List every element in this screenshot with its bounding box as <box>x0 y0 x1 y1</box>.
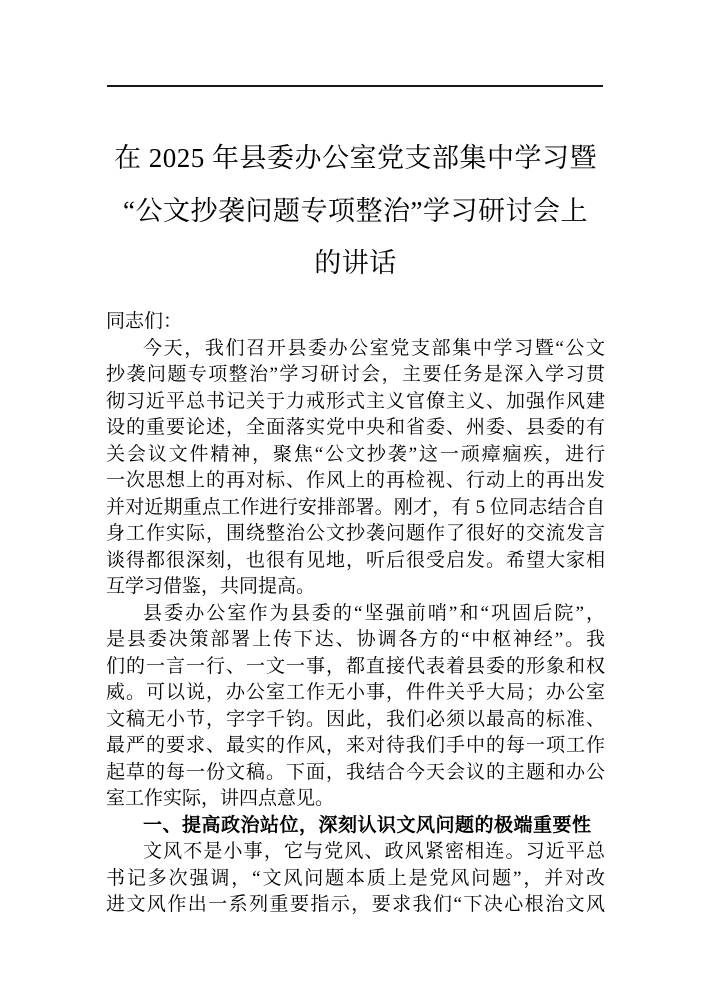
body-line: 威。可以说，办公室工作无小事，件件关乎大局；办公室 <box>106 682 605 703</box>
body-line: 互学习借鉴，共同提高。 <box>106 576 316 597</box>
title-line: “公文抄袭问题专项整治”学习研讨会上 <box>123 195 588 226</box>
title-line: 的讲话 <box>314 248 397 278</box>
paragraph-1 <box>106 336 605 601</box>
body-line: 进文风作出一系列重要指示，要求我们“下决心根治文风 <box>106 894 605 915</box>
body-line: 们的一言一行、一文一事，都直接代表着县委的形象和权 <box>106 655 605 677</box>
body-line: 书记多次强调，“文风问题本质上是党风问题”，并对改 <box>106 867 605 889</box>
paragraph-2 <box>106 601 605 813</box>
body-line: 室工作实际，讲四点意见。 <box>106 788 335 809</box>
section-heading: 一、提高政治站位，深刻认识文风问题的极端重要性 <box>143 814 592 836</box>
body-line: 是县委决策部署上传下达、协调各方的“中枢神经”。我 <box>106 629 605 650</box>
body-line: 彻习近平总书记关于力戒形式主义官僚主义、加强作风建 <box>106 390 605 412</box>
salutation-line: 同志们： <box>106 311 183 332</box>
body-line: 并对近期重点工作进行安排部署。刚才，有 5 位同志结合自 <box>106 496 605 518</box>
body-line: 抄袭问题专项整治”学习研讨会，主要任务是深入学习贯 <box>106 364 605 385</box>
header-divider-rule <box>107 85 603 87</box>
body-line: 县委办公室作为县委的“坚强前哨”和“巩固后院”， <box>143 602 605 624</box>
title-line: 在 2025 年县委办公室党支部集中学习暨 <box>114 143 597 173</box>
body-line: 今天，我们召开县委办公室党支部集中学习暨“公文 <box>143 337 605 359</box>
body-line: 设的重要论述，全面落实党中央和省委、州委、县委的有 <box>106 417 605 438</box>
body-line: 一次思想上的再对标、作风上的再检视、行动上的再出发 <box>106 470 605 491</box>
body-line: 文稿无小节，字字千钧。因此，我们必须以最高的标准、 <box>106 708 605 730</box>
body-line: 文风不是小事，它与党风、政风紧密相连。习近平总 <box>143 841 605 862</box>
body-line: 最严的要求、最实的作风，来对待我们手中的每一项工作 <box>106 735 605 756</box>
body-line: 起草的每一份文稿。下面，我结合今天会议的主题和办公 <box>106 761 605 783</box>
body-line: 谈得都很深刻，也很有见地，听后很受启发。希望大家相 <box>106 549 605 571</box>
document-title <box>106 132 605 290</box>
document-body <box>106 309 605 919</box>
body-line: 关会议文件精神，聚焦“公文抄袭”这一顽瘴痼疾，进行 <box>106 443 605 465</box>
body-line: 身工作实际，围绕整治公文抄袭问题作了很好的交流发言 <box>106 523 605 544</box>
paragraph-3 <box>106 839 605 919</box>
